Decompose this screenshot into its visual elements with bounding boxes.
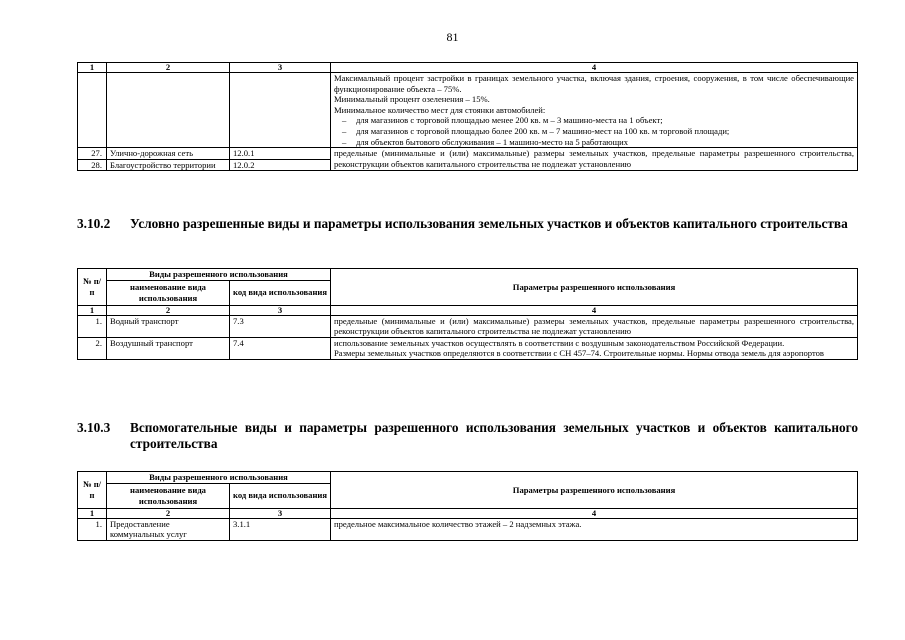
name-header: наименование вида использования (107, 280, 230, 305)
section-number: 3.10.2 (77, 216, 111, 231)
use-code: 7.4 (230, 337, 331, 359)
column-index-row (78, 508, 858, 518)
name-header: наименование вида использования (107, 483, 230, 508)
use-code: 7.3 (230, 315, 331, 337)
col-index-1: 1 (78, 508, 107, 518)
use-code: 3.1.1 (230, 518, 331, 540)
use-name: Благоустройство территории (107, 159, 230, 171)
column-index-row (78, 63, 858, 73)
col-index-2: 2 (107, 305, 230, 315)
col-index-3: 3 (230, 508, 331, 518)
col-index-1: 1 (78, 63, 107, 73)
params-cell: предельные (минимальные и (или) максимальные) размеры земельных участков, предельные параметры разрешенного строительства, реконструкции объектов капитального строительства не подлежат установлению (331, 148, 858, 171)
use-code: 12.0.2 (230, 159, 331, 171)
param-text: Минимальное количество мест для стоянки автомобилей: (334, 104, 546, 115)
use-name: Воздушный транспорт (107, 337, 230, 359)
table-main-uses-continued (77, 62, 858, 171)
header-row (78, 269, 858, 281)
col-index-3: 3 (230, 305, 331, 315)
table-row (78, 73, 858, 148)
use-name: Водный транспорт (107, 315, 230, 337)
table-conditional-uses (77, 268, 858, 360)
params-cell (331, 337, 858, 359)
table-row (78, 337, 858, 359)
row-number: 1. (78, 315, 107, 337)
use-name: Предоставление коммунальных услуг (107, 518, 230, 540)
parking-list (334, 115, 854, 147)
row-number: 28. (78, 159, 107, 171)
group-header: Виды разрешенного использования (107, 472, 331, 484)
param-text: Максимальный процент застройки в границах земельного участка, включая здания, строения, сооружения, в том числе обеспечивающие функционирование объекта – 75%. (334, 73, 854, 94)
table-row (78, 148, 858, 160)
param-text: использование земельных участков осуществлять в соответствии с воздушным законодательством Российской Федерации. (334, 337, 785, 348)
num-header: № п/п (78, 472, 107, 509)
col-index-2: 2 (107, 63, 230, 73)
params-header: Параметры разрешенного использования (331, 472, 858, 509)
column-index-row (78, 305, 858, 315)
section-number: 3.10.3 (77, 420, 111, 435)
row-number: 2. (78, 337, 107, 359)
param-text: Минимальный процент озеленения – 15%. (334, 94, 490, 105)
params-cell (331, 73, 858, 148)
section-heading-3-10-3 (77, 420, 858, 452)
use-name: Улично-дорожная сеть (107, 148, 230, 160)
col-index-4: 4 (331, 305, 858, 315)
code-header: код вида использования (230, 280, 331, 305)
params-cell: предельное максимальное количество этажей – 2 надземных этажа. (331, 518, 858, 540)
section-title: Условно разрешенные виды и параметры использования земельных участков и объектов капитального строительства (130, 216, 848, 231)
param-text: Размеры земельных участков определяются в соответствии с СН 457–74. Строительные нормы. Нормы отвода земель для аэропортов (334, 348, 824, 359)
params-cell: предельные (минимальные и (или) максимальные) размеры земельных участков, предельные параметры разрешенного строительства, реконструкции объектов капитального строительства не подлежат установлению (331, 315, 858, 337)
table-auxiliary-uses (77, 471, 858, 541)
group-header: Виды разрешенного использования (107, 269, 331, 281)
section-heading-3-10-2 (77, 216, 858, 232)
code-header: код вида использования (230, 483, 331, 508)
list-item: – для магазинов с торговой площадью более 200 кв. м – 7 машино-мест на 100 кв. м торговой площади; (342, 126, 854, 137)
use-code: 12.0.1 (230, 148, 331, 160)
col-index-2: 2 (107, 508, 230, 518)
row-number: 27. (78, 148, 107, 160)
list-item: – для магазинов с торговой площадью менее 200 кв. м – 3 машино-места на 1 объект; (342, 115, 854, 126)
col-index-3: 3 (230, 63, 331, 73)
list-item: – для объектов бытового обслуживания – 1 машино-место на 5 работающих (342, 137, 854, 148)
num-header: № п/п (78, 269, 107, 306)
params-header: Параметры разрешенного использования (331, 269, 858, 306)
table-row (78, 315, 858, 337)
page-number: 81 (446, 30, 459, 44)
col-index-4: 4 (331, 63, 858, 73)
col-index-4: 4 (331, 508, 858, 518)
row-number: 1. (78, 518, 107, 540)
table-row (78, 518, 858, 540)
section-title: Вспомогательные виды и параметры разрешенного использования земельных участков и объектов капитального строительства (130, 420, 858, 451)
header-row (78, 472, 858, 484)
col-index-1: 1 (78, 305, 107, 315)
